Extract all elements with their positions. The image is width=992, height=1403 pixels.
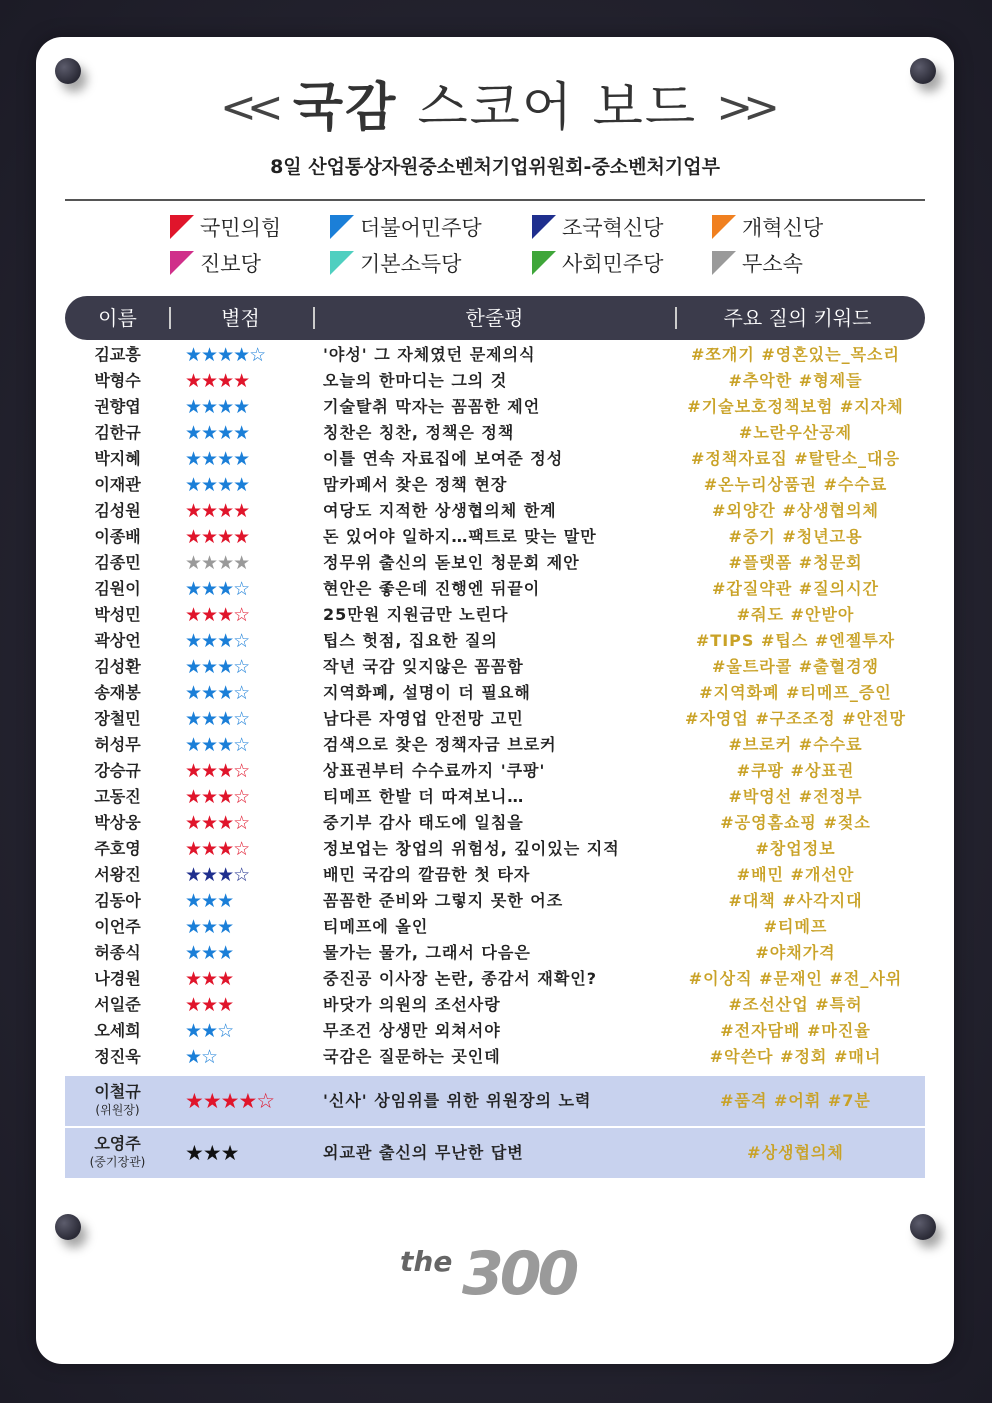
party-flag-icon [170,251,194,275]
legend-item [712,248,803,278]
the300-logo [400,1239,600,1325]
member-name-text: 오영주 [94,1134,141,1153]
table-row [65,342,925,368]
keyword-tags: #외양간 #상생협의체 [711,501,880,520]
one-line-comment: 정무위 출신의 돋보인 청문회 제안 [323,553,580,572]
header-name: 이름 [98,306,137,330]
table-row [65,758,925,784]
logo-the: the [400,1245,453,1278]
member-name: 서일준 [94,995,141,1014]
table-row [65,940,925,966]
legend-item [330,212,482,242]
legend-label: 무소속 [742,252,803,276]
keyword-tags: #티메프 [763,917,828,936]
keyword-tags: #자영업 #구조조정 #안전망 [685,709,906,728]
page-title [36,68,954,148]
one-line-comment: 기술탈취 막자는 꼼꼼한 제언 [323,397,541,416]
star-rating: ★★★☆ [185,656,250,678]
table-row [65,784,925,810]
member-name: 김동아 [94,891,141,910]
member-name-text: 이철규 [94,1082,141,1101]
star-rating: ★★☆ [185,1020,234,1042]
star-rating: ★★★★ [185,526,250,548]
star-rating: ★★★☆ [185,578,250,600]
header-divider [313,307,315,329]
pin-icon [55,1214,81,1240]
header-divider [675,307,677,329]
keyword-tags: #갑질약관 #질의시간 [711,579,880,598]
legend-item [170,248,261,278]
table-row [65,1018,925,1044]
party-flag-icon [712,215,736,239]
one-line-comment: 티메프에 올인 [323,917,429,936]
table-row [65,394,925,420]
member-name: 주호영 [94,839,141,858]
member-name: 김종민 [94,553,141,572]
table-row [65,862,925,888]
one-line-comment: 맘카페서 찾은 정책 현장 [323,475,508,494]
chevron-left-icon: << [220,82,274,133]
member-name: 김한규 [94,423,141,442]
member-name: 장철민 [94,709,141,728]
star-rating: ★★★★ [185,448,250,470]
keyword-tags: #배민 #개선안 [736,865,855,884]
keyword-tags: #야채가격 [755,943,836,962]
highlight-row [65,1128,925,1178]
member-role: (중기장관) [89,1155,146,1169]
keyword-tags: #울트라콜 #출혈경쟁 [711,657,880,676]
table-row [65,836,925,862]
one-line-comment: 물가는 물가, 그래서 다음은 [323,943,531,962]
member-name: 박형수 [94,371,141,390]
keyword-tags: #상생협의체 [747,1143,844,1162]
keyword-tags: #브로커 #수수료 [728,735,863,754]
table-row [65,368,925,394]
star-rating: ★★★☆ [185,604,250,626]
member-name: 이종배 [94,527,141,546]
member-name: 서왕진 [94,865,141,884]
keyword-tags: #대책 #사각지대 [728,891,863,910]
star-rating: ★★★☆ [185,760,250,782]
table-row [65,576,925,602]
legend-item [330,248,461,278]
one-line-comment: 정보업는 창업의 위험성, 깊이있는 지적 [323,839,620,858]
star-rating: ★★★☆ [185,838,250,860]
table-row [65,914,925,940]
party-flag-icon [532,251,556,275]
one-line-comment: 중기부 감사 태도에 일침을 [323,813,524,832]
star-rating: ★★★ [185,916,234,938]
keyword-tags: #정책자료집 #탈탄소_대응 [691,449,900,468]
keyword-tags: #추악한 #형제들 [728,371,863,390]
star-rating: ★★★ [185,968,234,990]
party-flag-icon [170,215,194,239]
one-line-comment: 25만원 지원금만 노린다 [323,605,509,624]
member-name: 박상웅 [94,813,141,832]
table-row [65,732,925,758]
one-line-comment: 상표권부터 수수료까지 '쿠팡' [323,761,546,780]
party-flag-icon [532,215,556,239]
header-comment: 한줄평 [465,306,524,330]
table-header [65,296,925,340]
pin-icon [910,1214,936,1240]
star-rating: ★★★☆ [185,864,250,886]
star-rating: ★★★☆ [185,786,250,808]
star-rating: ★☆ [185,1046,218,1068]
star-rating: ★★★☆ [185,812,250,834]
member-name: 이언주 [94,917,141,936]
one-line-comment: 남다른 자영업 안전망 고민 [323,709,524,728]
table-row [65,810,925,836]
legend-label: 진보당 [200,252,261,276]
member-name: 곽상언 [94,631,141,650]
keyword-tags: #TIPS #팁스 #엔젤투자 [695,631,896,650]
legend-item [712,212,823,242]
table-row [65,966,925,992]
keyword-tags: #박영선 #전정부 [728,787,863,806]
star-rating: ★★★★☆ [185,344,266,366]
legend-item [170,212,281,242]
one-line-comment: 팁스 헛점, 집요한 질의 [323,631,498,650]
one-line-comment: '신사' 상임위를 위한 위원장의 노력 [323,1091,592,1110]
member-name: 송재봉 [94,683,141,702]
member-name: 이재관 [94,475,141,494]
keyword-tags: #기술보호정책보험 #지자체 [687,397,904,416]
title-bold: 국감 [292,78,398,138]
table-row [65,706,925,732]
table-row [65,680,925,706]
subtitle: 8일 산업통상자원중소벤처기업위원회-중소벤처기업부 [270,156,720,178]
star-rating: ★★★★ [185,552,250,574]
table-row [65,550,925,576]
star-rating: ★★★★ [185,370,250,392]
one-line-comment: 중진공 이사장 논란, 종감서 재확인? [323,969,598,988]
header-keywords: 주요 질의 키워드 [723,306,872,330]
table-row [65,472,925,498]
chevron-right-icon: >> [716,82,770,133]
one-line-comment: '야성' 그 자체였던 문제의식 [323,345,536,364]
party-flag-icon [330,215,354,239]
legend-label: 더불어민주당 [360,216,482,240]
member-name: 김성원 [94,501,141,520]
one-line-comment: 오늘의 한마디는 그의 것 [323,371,508,390]
keyword-tags: #플랫폼 #청문회 [728,553,863,572]
one-line-comment: 배민 국감의 깔끔한 첫 타자 [323,865,531,884]
legend-item [532,248,663,278]
title-rest: 스코어 보드 [417,78,698,138]
party-flag-icon [330,251,354,275]
one-line-comment: 지역화폐, 설명이 더 필요해 [323,683,531,702]
one-line-comment: 티메프 한발 더 따져보니… [323,787,525,806]
keyword-tags: #쪼개기 #영혼있는_목소리 [691,345,900,364]
member-name: 박지혜 [94,449,141,468]
star-rating: ★★★ [185,1141,239,1165]
table-row [65,888,925,914]
one-line-comment: 꼼꼼한 준비와 그렇지 못한 어조 [323,891,564,910]
star-rating: ★★★★ [185,500,250,522]
member-name: 오세희 [94,1021,141,1040]
member-name [65,1082,170,1120]
keyword-tags: #지역화폐 #티메프_증인 [699,683,892,702]
one-line-comment: 여당도 지적한 상생협의체 한계 [323,501,557,520]
legend-label: 개혁신당 [742,216,824,240]
star-rating: ★★★★☆ [185,1089,275,1113]
star-rating: ★★★ [185,942,234,964]
keyword-tags: #온누리상품권 #수수료 [703,475,888,494]
one-line-comment: 칭찬은 칭찬, 정책은 정책 [323,423,515,442]
legend-item [532,212,663,242]
member-name: 나경원 [94,969,141,988]
member-name: 고동진 [94,787,141,806]
table-row [65,992,925,1018]
member-name [65,1134,170,1172]
keyword-tags: #중기 #청년고용 [728,527,863,546]
keyword-tags: #조선산업 #특허 [728,995,863,1014]
table-row [65,628,925,654]
keyword-tags: #악쓴다 #정회 #매너 [709,1047,882,1066]
legend-label: 국민의힘 [200,216,282,240]
star-rating: ★★★★ [185,422,250,444]
table-row [65,602,925,628]
legend-label: 조국혁신당 [562,216,664,240]
one-line-comment: 바닷가 의원의 조선사랑 [323,995,501,1014]
star-rating: ★★★☆ [185,708,250,730]
legend-label: 사회민주당 [562,252,664,276]
member-name: 강승규 [94,761,141,780]
member-name: 정진욱 [94,1047,141,1066]
divider [65,199,925,201]
legend-label: 기본소득당 [360,252,462,276]
star-rating: ★★★ [185,994,234,1016]
member-name: 허성무 [94,735,141,754]
member-name: 허종식 [94,943,141,962]
table-row [65,446,925,472]
one-line-comment: 무조건 상생만 외쳐서야 [323,1021,501,1040]
star-rating: ★★★☆ [185,682,250,704]
one-line-comment: 작년 국감 잊지않은 꼼꼼함 [323,657,524,676]
one-line-comment: 이틀 연속 자료집에 보여준 정성 [323,449,564,468]
logo-number: 300 [462,1239,576,1309]
member-role: (위원장) [95,1103,140,1117]
member-name: 권향엽 [94,397,141,416]
table-row [65,654,925,680]
one-line-comment: 외교관 출신의 무난한 답변 [323,1143,524,1162]
party-flag-icon [712,251,736,275]
member-name: 박성민 [94,605,141,624]
keyword-tags: #품격 #어휘 #7분 [720,1091,871,1110]
star-rating: ★★★★ [185,474,250,496]
header-stars: 별점 [221,306,260,330]
one-line-comment: 현안은 좋은데 진행엔 뒤끝이 [323,579,541,598]
one-line-comment: 검색으로 찾은 정책자금 브로커 [323,735,557,754]
star-rating: ★★★★ [185,396,250,418]
keyword-tags: #이상직 #문재인 #전_사위 [688,969,903,988]
keyword-tags: #쿠팡 #상표권 [736,761,855,780]
keyword-tags: #노란우산공제 [738,423,853,442]
table-row [65,498,925,524]
keyword-tags: #공영홈쇼핑 #젖소 [720,813,871,832]
keyword-tags: #창업정보 [755,839,836,858]
keyword-tags: #줘도 #안받아 [736,605,855,624]
member-name: 김원이 [94,579,141,598]
member-name: 김교흥 [94,345,141,364]
one-line-comment: 돈 있어야 일하지…팩트로 맞는 말만 [323,527,597,546]
table-row [65,1044,925,1070]
star-rating: ★★★☆ [185,734,250,756]
star-rating: ★★★ [185,890,234,912]
score-table [65,342,925,1180]
one-line-comment: 국감은 질문하는 곳인데 [323,1047,501,1066]
member-name: 김성환 [94,657,141,676]
table-row [65,420,925,446]
header-divider [169,307,171,329]
star-rating: ★★★☆ [185,630,250,652]
highlight-row [65,1076,925,1126]
table-row [65,524,925,550]
keyword-tags: #전자담배 #마진율 [720,1021,871,1040]
